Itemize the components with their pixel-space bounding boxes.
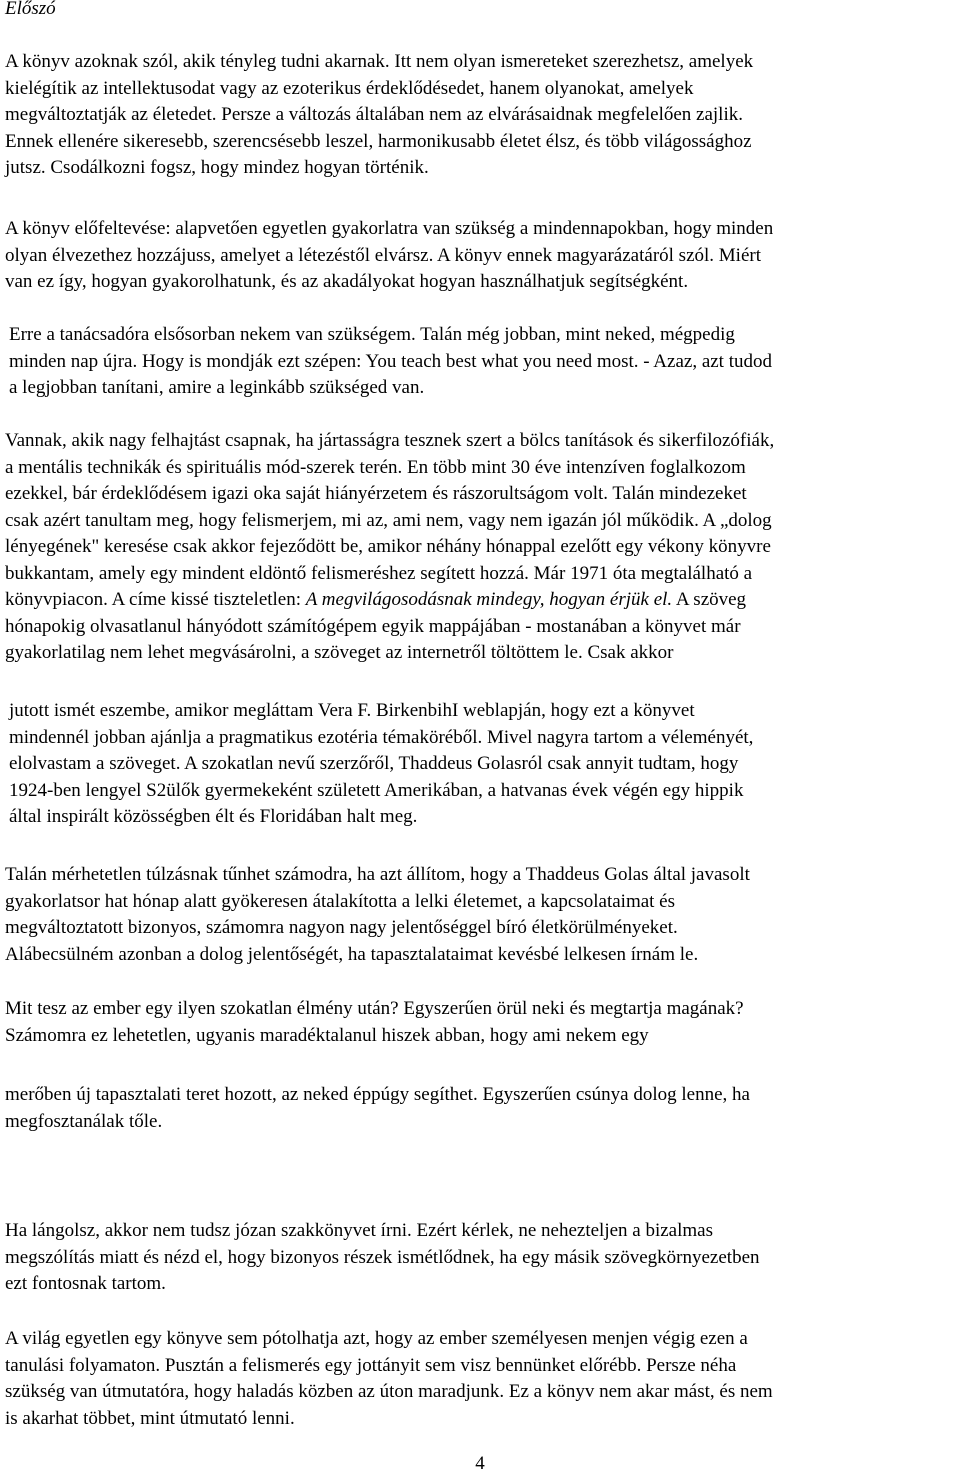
text-line: mindennél jobban ajánlja a pragmatikus ezotéria témaköréből. Mivel nagyra tartom a véleményét, [9, 726, 754, 748]
page-number: 4 [475, 1453, 485, 1474]
paragraph-5 [5, 698, 957, 831]
text-line: is akarhat többet, mint útmutató lenni. [5, 1407, 295, 1429]
text-line: A könyv előfeltevése: alapvetően egyetlen gyakorlatra van szükség a mindennapokban, hogy minden [5, 218, 774, 239]
chapter-title: Előszó [5, 0, 56, 19]
paragraph-8 [5, 1082, 953, 1135]
text-line: megszólítás miatt és nézd el, hogy bizonyos részek ismétlődnek, ha egy másik szövegkörnyezetben [5, 1246, 760, 1268]
text-line: minden nap újra. Hogy is mondják ezt szépen: You teach best what you need most. - Azaz, azt tudod [9, 350, 772, 372]
book-title-italic: A megvilágosodásnak mindegy, hogyan érjük el. [305, 589, 673, 610]
paragraph-9 [5, 1218, 953, 1298]
text-line: Ha lángolsz, akkor nem tudsz józan szakkönyvet írni. Ezért kérlek, ne nehezteljen a bizalmas [5, 1220, 714, 1241]
text-line: Számomra ez lehetetlen, ugyanis maradéktalanul hiszek abban, hogy ami nekem egy [5, 1024, 649, 1046]
text-line: kielégítik az intellektusodat vagy az ezoterikus érdeklődésedet, hanem olyanokat, amelyek [5, 77, 694, 99]
text-line: csak azért tanultam meg, hogy felismerjem, mi az, ami nem, vagy nem igazán jól működik. A „dolog [5, 509, 772, 531]
text-line: van ez így, hogyan gyakorolhatunk, és az akadályokat hogyan használhatjuk segítségként. [5, 271, 689, 292]
text-line: A könyv azoknak szól, akik tényleg tudni akarnak. Itt nem olyan ismereteket szerezhetsz, amelyek [5, 51, 754, 72]
text-line: Erre a tanácsadóra elsősorban nekem van szükségem. Talán még jobban, mint neked, mégpedig [9, 324, 735, 345]
text-line: szükség van útmutatóra, hogy haladás közben az úton maradjunk. Ez a könyv nem akar mást, és nem [5, 1381, 773, 1402]
text-line: merőben új tapasztalati teret hozott, az neked éppúgy segíthet. Egyszerűen csúnya dolog lenne, ha [5, 1084, 750, 1105]
text-line: jutott ismét eszembe, amikor megláttam Vera F. BirkenbihI weblapján, hogy ezt a könyvet [9, 700, 695, 721]
text-line: a mentális technikák és spirituális mód-szerek terén. En több mint 30 éve intenzíven foglalkozom [5, 456, 746, 478]
text-line: 1924-ben lengyel S2ülők gyermekeként született Amerikában, a hatvanas évek végén egy hippik [9, 779, 744, 801]
text-line: megváltoztatott bizonyos, számomra nagyon nagy jelentőséggel bíró életkörülményeket. [5, 917, 678, 938]
text-line: által inspirált közösségben élt és Floridában halt meg. [9, 806, 418, 827]
text-line: jutsz. Csodálkozni fogsz, hogy mindez hogyan történik. [5, 157, 429, 178]
text-line: ezt fontosnak tartom. [5, 1273, 166, 1294]
text-line: elolvastam a szöveget. A szokatlan nevű szerzőről, Thaddeus Golasról csak annyit tudtam, hogy [9, 753, 739, 774]
text-line: könyvpiacon. A címe kissé tiszteletlen: A megvilágosodásnak mindegy, hogyan érjük el. A szöveg [5, 589, 747, 610]
text-line: Ennek ellenére sikeresebb, szerencsésebb leszel, harmonikusabb életet élsz, és több világossághoz [5, 130, 752, 152]
paragraph-2 [5, 216, 953, 296]
text-line: Mit tesz az ember egy ilyen szokatlan élmény után? Egyszerűen örül neki és megtartja magának? [5, 998, 744, 1019]
text-line: tanulási folyamaton. Pusztán a felismerés egy jottányit sem visz bennünket előrébb. Persze néha [5, 1354, 737, 1376]
text-line: lényegének" keresése csak akkor fejeződött be, amikor néhány hónappal ezelőtt egy vékony könyvre [5, 536, 771, 557]
text-line: gyakorlatilag nem lehet megvásárolni, a szöveget az internetről töltöttem le. Csak akkor [5, 642, 674, 663]
paragraph-3 [5, 322, 957, 402]
paragraph-4 [5, 428, 953, 667]
text-line: bukkantam, amely egy mindent eldöntő felismeréshez segített hozzá. Már 1971 óta megtalálható a [5, 562, 753, 584]
text-line: ezekkel, bár érdeklődésem igazi oka saját hiányérzetem és rászorultságom volt. Talán mindezeket [5, 483, 747, 504]
text-line: olyan élvezethez hozzájuss, amelyet a létezéstől elvársz. A könyv ennek magyarázatáról szól. Miért [5, 244, 761, 266]
text-line: Alábecsülném azonban a dolog jelentőségét, ha tapasztalataimat kevésbé lelkesen írnám le. [5, 943, 699, 965]
text-line: a legjobban tanítani, amire a leginkább szükséged van. [9, 377, 425, 398]
text-line: hónapokig olvasatlanul hányódott számítógépem egyik mappájában - mostanában a könyvet már [5, 615, 741, 637]
text-line: megváltoztatják az életedet. Persze a változás általában nem az elvárásaidnak megfelelően zajlik. [5, 104, 743, 125]
text-line: gyakorlatsor hat hónap alatt gyökeresen átalakította a lelki életemet, a kapcsolataimat és [5, 890, 676, 912]
paragraph-6 [5, 862, 953, 968]
text-line: Talán mérhetetlen túlzásnak tűnhet számodra, ha azt állítom, hogy a Thaddeus Golas által javasolt [5, 864, 750, 885]
paragraph-7 [5, 996, 953, 1049]
text-line: Vannak, akik nagy felhajtást csapnak, ha jártasságra tesznek szert a bölcs tanítások és sikerfilozófiák, [5, 430, 775, 451]
paragraph-10 [5, 1326, 953, 1432]
text-line: megfosztanálak tőle. [5, 1110, 163, 1132]
text-line: A világ egyetlen egy könyve sem pótolhatja azt, hogy az ember személyesen menjen végig ezen a [5, 1328, 748, 1349]
paragraph-1 [5, 49, 953, 182]
